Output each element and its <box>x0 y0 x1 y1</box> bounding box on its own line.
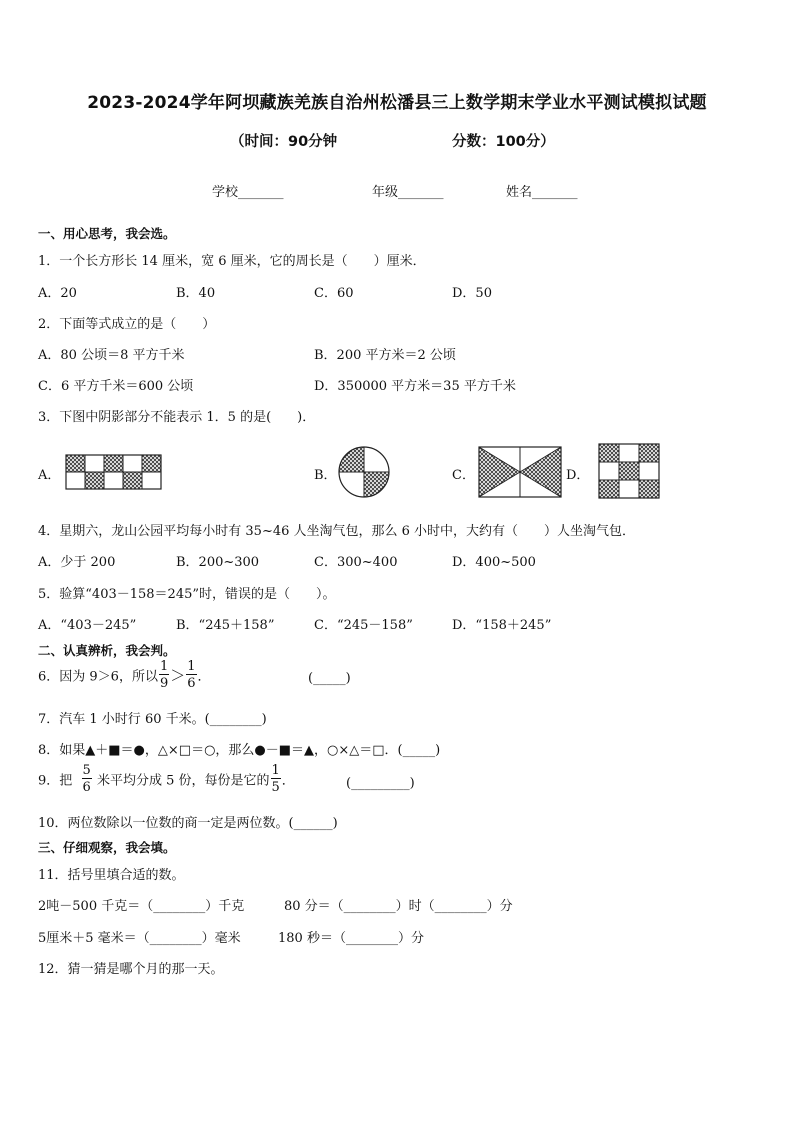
q6-fraction-2: $\frac{1}{6}$ <box>187 659 196 691</box>
q1-option-a: A．20 <box>38 286 77 301</box>
question-2: 2．下面等式成立的是（ ） <box>38 317 216 332</box>
exam-time: （时间：90分钟 <box>230 134 338 150</box>
q3-option-b: B． <box>314 468 337 483</box>
q11-item-2[interactable]: 80 分＝（________）时（________）分 <box>284 899 513 914</box>
q5-option-d: D．“158＋245” <box>452 618 552 633</box>
q1-option-c: C．60 <box>314 286 354 301</box>
question-12: 12．猜一猜是哪个月的那一天。 <box>38 962 224 977</box>
figure-c-rectangle <box>478 446 562 498</box>
q3-option-d: D． <box>566 468 590 483</box>
question-8: 8．如果▲＋■＝●，△×□＝○，那么●－■＝▲，○×△＝□．(_____) <box>38 743 441 758</box>
question-1: 1．一个长方形长 14 厘米，宽 6 厘米，它的周长是（ ）厘米． <box>38 254 426 269</box>
q1-option-b: B．40 <box>176 286 216 301</box>
q6-greater-sign: ＞ <box>170 666 186 685</box>
q4-option-d: D．400~500 <box>452 555 536 570</box>
question-7: 7．汽车 1 小时行 60 千米。(________) <box>38 712 267 727</box>
figure-d-grid <box>598 443 660 499</box>
q2-option-a: A．80 公顷＝8 平方千米 <box>38 348 185 363</box>
q3-option-a: A． <box>38 468 61 483</box>
section-2-heading: 二、认真辨析，我会判。 <box>38 643 176 658</box>
grade-field: 年级_______ <box>372 185 444 200</box>
q9-fraction-1: $\frac{5}{6}$ <box>82 763 91 795</box>
q11-item-3[interactable]: 5厘米＋5 毫米＝（________）毫米 <box>38 931 241 946</box>
q5-option-b: B．“245＋158” <box>176 618 275 633</box>
q11-item-1[interactable]: 2吨－500 千克＝（________）千克 <box>38 899 245 914</box>
q5-option-c: C．“245－158” <box>314 618 413 633</box>
page-title: 2023-2024学年阿坝藏族羌族自治州松潘县三上数学期末学业水平测试模拟试题 <box>87 93 707 113</box>
question-5: 5．验算“403－158＝245”时，错误的是（ ）。 <box>38 587 336 602</box>
question-6: 6．因为 9＞6，所以 $\frac{1}{9}$ ＞ $\frac{1}{6}$ ． <box>38 659 211 691</box>
name-field: 姓名_______ <box>506 185 578 200</box>
q9-fraction-2: $\frac{1}{5}$ <box>271 763 280 795</box>
q2-option-b: B．200 平方米＝2 公顷 <box>314 348 456 363</box>
q3-option-c: C． <box>452 468 475 483</box>
q6-fraction-1: $\frac{1}{9}$ <box>159 659 169 691</box>
figure-b-circle <box>337 445 391 499</box>
question-10: 10．两位数除以一位数的商一定是两位数。(______) <box>38 816 338 831</box>
question-9: 9．把 $\frac{5}{6}$ 米平均分成 5 份，每份是它的 $\frac{1}{5}$ ． <box>38 763 295 795</box>
q5-option-a: A．“403－245” <box>38 618 137 633</box>
q2-option-d: D．350000 平方米＝35 平方千米 <box>314 379 516 394</box>
school-field: 学校_______ <box>212 185 284 200</box>
question-4: 4．星期六，龙山公园平均每小时有 35~46 人坐淘气包，那么 6 小时中，大约有（ ）人坐淘气包． <box>38 524 636 539</box>
q4-option-a: A．少于 200 <box>38 555 116 570</box>
figure-a-grid <box>65 454 163 490</box>
q2-option-c: C．6 平方千米＝600 公顷 <box>38 379 194 394</box>
section-1-heading: 一、用心思考，我会选。 <box>38 226 176 241</box>
q4-option-b: B．200~300 <box>176 555 260 570</box>
question-11: 11．括号里填合适的数。 <box>38 868 185 883</box>
q9-answer-blank[interactable]: (_________) <box>346 776 415 791</box>
q4-option-c: C．300~400 <box>314 555 398 570</box>
q6-text: 6．因为 9＞6，所以 <box>38 669 158 685</box>
q11-item-4[interactable]: 180 秒＝（________）分 <box>278 931 424 946</box>
exam-score: 分数：100分） <box>452 134 555 150</box>
section-3-heading: 三、仔细观察，我会填。 <box>38 840 176 855</box>
q1-option-d: D．50 <box>452 286 492 301</box>
question-3: 3．下图中阴影部分不能表示 1．5 的是( )． <box>38 410 316 425</box>
q6-answer-blank[interactable]: (_____) <box>308 671 351 686</box>
